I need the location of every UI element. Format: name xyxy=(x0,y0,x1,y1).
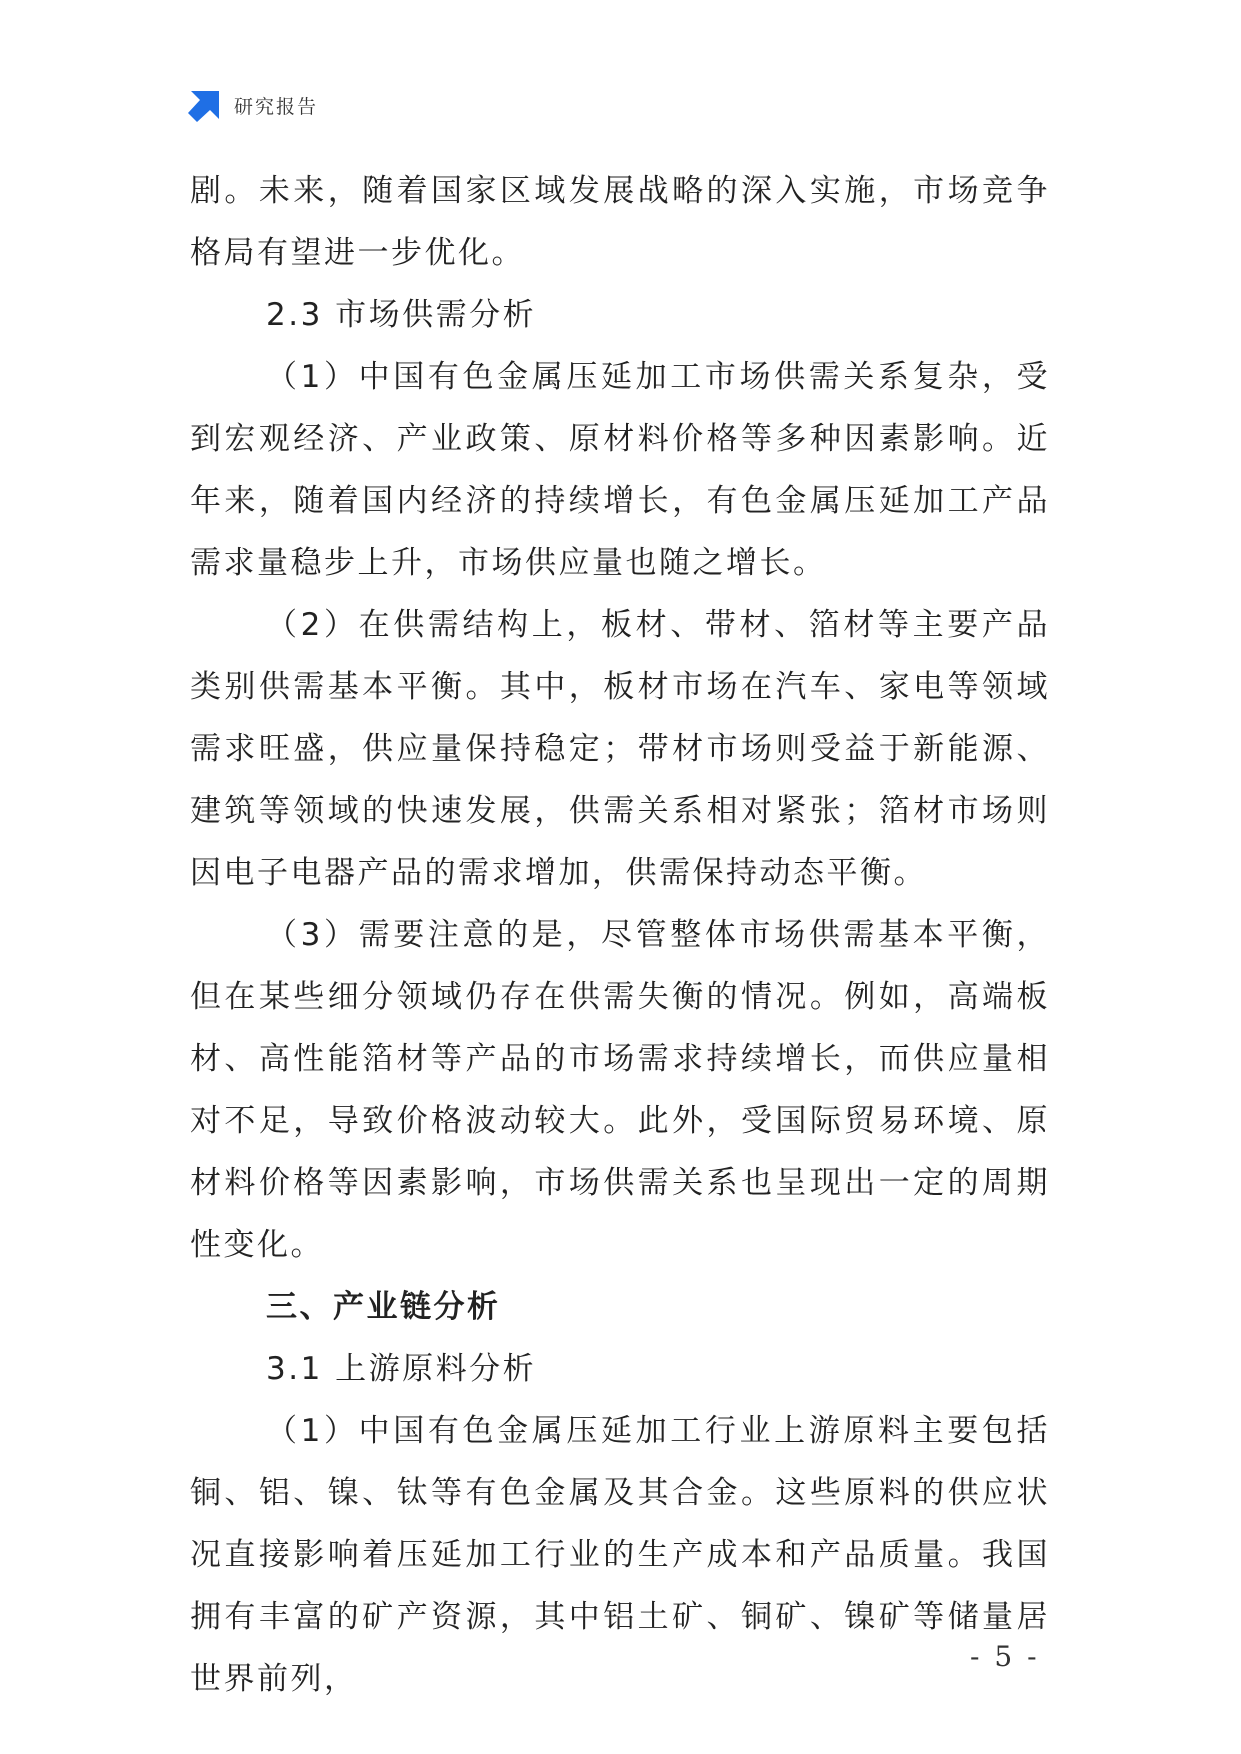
document-body xyxy=(190,160,1050,1710)
chapter-heading-3: 三、产业链分析 xyxy=(266,1289,501,1325)
section-heading-3-1: 3.1 上游原料分析 xyxy=(266,1351,537,1387)
header-label: 研究报告 xyxy=(234,95,319,118)
paragraph-supply-demand-1: （1）中国有色金属压延加工市场供需关系复杂，受到宏观经济、产业政策、原材料价格等多种因素影响。近年来，随着国内经济的持续增长，有色金属压延加工产品需求量稳步上升，市场供应量也随之增长。 xyxy=(190,359,1050,581)
section-heading-2-3: 2.3 市场供需分析 xyxy=(266,297,537,333)
page-number: - 5 - xyxy=(970,1640,1040,1673)
paragraph-upstream-1: （1）中国有色金属压延加工行业上游原料主要包括铜、铝、镍、钛等有色金属及其合金。这些原料的供应状况直接影响着压延加工行业的生产成本和产品质量。我国拥有丰富的矿产资源，其中铝土矿、铜矿、镍矿等储量居世界前列， xyxy=(190,1413,1050,1697)
paragraph-supply-demand-2: （2）在供需结构上，板材、带材、箔材等主要产品类别供需基本平衡。其中，板材市场在汽车、家电等领域需求旺盛，供应量保持稳定；带材市场则受益于新能源、建筑等领域的快速发展，供需关系相对紧张；箔材市场则因电子电器产品的需求增加，供需保持动态平衡。 xyxy=(190,607,1050,891)
paragraph-continued: 剧。未来，随着国家区域发展战略的深入实施，市场竞争格局有望进一步优化。 xyxy=(190,173,1050,271)
paragraph-supply-demand-3: （3）需要注意的是，尽管整体市场供需基本平衡，但在某些细分领域仍存在供需失衡的情况。例如，高端板材、高性能箔材等产品的市场需求持续增长，而供应量相对不足，导致价格波动较大。此外，受国际贸易环境、原材料价格等因素影响，市场供需关系也呈现出一定的周期性变化。 xyxy=(190,917,1050,1263)
arrow-up-right-icon xyxy=(188,88,222,122)
page-header xyxy=(188,88,318,122)
